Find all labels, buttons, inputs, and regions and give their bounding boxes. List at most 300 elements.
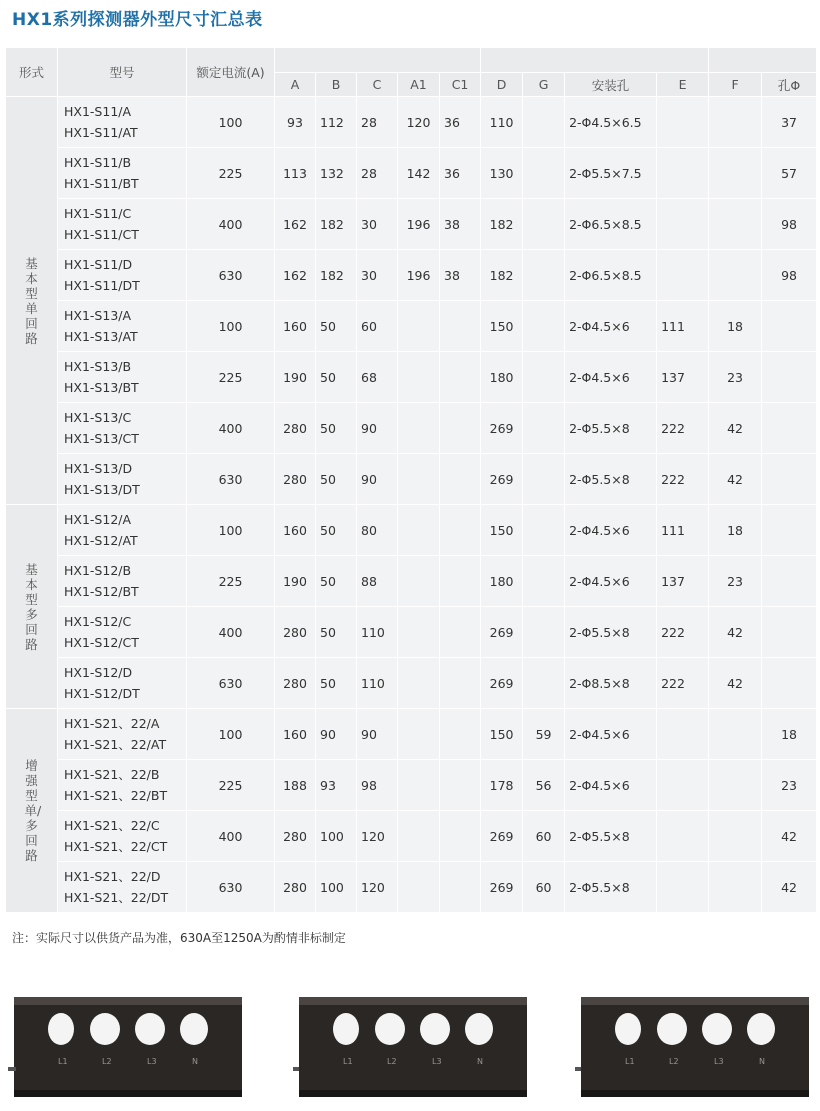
- cell-c: 80: [357, 505, 398, 556]
- cell-current: 225: [187, 352, 275, 403]
- table-row: [6, 301, 817, 352]
- header-G: G: [523, 73, 565, 97]
- cell-f: [709, 811, 762, 862]
- photo-label: L1: [343, 1057, 353, 1066]
- cell-c: 90: [357, 454, 398, 505]
- cell-c: 28: [357, 148, 398, 199]
- cell-e: 137: [657, 556, 709, 607]
- cell-hole: [762, 403, 817, 454]
- cell-mount: 2-Φ4.5×6: [565, 505, 657, 556]
- cell-a: 113: [275, 148, 316, 199]
- product-photo-2: [293, 995, 528, 1103]
- header-hole: 孔Φ: [762, 73, 817, 97]
- cell-d: 110: [481, 97, 523, 148]
- cell-d: 180: [481, 556, 523, 607]
- cell-a1: [398, 658, 440, 709]
- cell-b: 100: [316, 811, 357, 862]
- cell-g: 60: [523, 811, 565, 862]
- cell-mount: 2-Φ6.5×8.5: [565, 250, 657, 301]
- table-row: [6, 658, 817, 709]
- cell-g: [523, 403, 565, 454]
- cell-e: 222: [657, 658, 709, 709]
- cell-f: [709, 862, 762, 913]
- cell-a: 280: [275, 862, 316, 913]
- cell-c1: 36: [440, 97, 481, 148]
- cell-current: 100: [187, 301, 275, 352]
- model-name: HX1-S12/C: [64, 614, 132, 629]
- cell-b: 182: [316, 250, 357, 301]
- cell-hole: 18: [762, 709, 817, 760]
- table-row: [6, 811, 817, 862]
- cell-b: 132: [316, 148, 357, 199]
- cell-e: [657, 250, 709, 301]
- model-name: HX1-S13/CT: [64, 431, 139, 446]
- model-cell: [58, 709, 187, 760]
- header-A: A: [275, 73, 316, 97]
- table-row: [6, 862, 817, 913]
- cell-c: 90: [357, 403, 398, 454]
- cell-c: 28: [357, 97, 398, 148]
- cell-g: [523, 352, 565, 403]
- photo-label: L3: [714, 1057, 724, 1066]
- form-group-label: [6, 97, 58, 505]
- cell-g: [523, 199, 565, 250]
- cell-a: 93: [275, 97, 316, 148]
- header-form: 形式: [6, 48, 58, 97]
- cell-c1: [440, 607, 481, 658]
- cell-a1: 142: [398, 148, 440, 199]
- cell-a1: [398, 352, 440, 403]
- header-C1: C1: [440, 73, 481, 97]
- cell-d: 182: [481, 199, 523, 250]
- cell-f: 23: [709, 352, 762, 403]
- header-A1: A1: [398, 73, 440, 97]
- cell-g: [523, 505, 565, 556]
- cell-a1: [398, 607, 440, 658]
- cell-g: [523, 658, 565, 709]
- cell-mount: 2-Φ4.5×6: [565, 760, 657, 811]
- cell-a1: [398, 556, 440, 607]
- cell-f: 42: [709, 403, 762, 454]
- header-blank-a: [275, 48, 481, 73]
- cell-hole: [762, 352, 817, 403]
- photo-label: N: [477, 1057, 483, 1066]
- model-name: HX1-S21、22/A: [64, 716, 160, 731]
- cell-mount: 2-Φ8.5×8: [565, 658, 657, 709]
- cell-a1: [398, 505, 440, 556]
- table-row: [6, 556, 817, 607]
- photo-label: L2: [102, 1057, 112, 1066]
- model-name: HX1-S12/A: [64, 512, 132, 527]
- model-name: HX1-S11/D: [64, 257, 133, 272]
- cell-hole: [762, 607, 817, 658]
- cell-hole: 42: [762, 862, 817, 913]
- cell-d: 269: [481, 811, 523, 862]
- model-cell: [58, 607, 187, 658]
- dimension-table: [5, 47, 817, 913]
- cell-b: 182: [316, 199, 357, 250]
- cell-e: 111: [657, 505, 709, 556]
- model-name: HX1-S11/AT: [64, 125, 138, 140]
- photo-label: L2: [669, 1057, 679, 1066]
- cell-c1: [440, 709, 481, 760]
- form-group-text: 基本型单回路: [25, 255, 38, 346]
- cell-a: 280: [275, 403, 316, 454]
- cell-current: 400: [187, 607, 275, 658]
- cell-mount: 2-Φ5.5×8: [565, 454, 657, 505]
- product-photo-1: [8, 995, 243, 1103]
- cell-e: [657, 862, 709, 913]
- model-cell: [58, 403, 187, 454]
- photo-label: L3: [432, 1057, 442, 1066]
- cell-a1: [398, 862, 440, 913]
- cell-e: [657, 760, 709, 811]
- model-name: HX1-S11/A: [64, 104, 132, 119]
- table-row: [6, 454, 817, 505]
- photo-label: L3: [147, 1057, 157, 1066]
- cell-c1: [440, 454, 481, 505]
- header-B: B: [316, 73, 357, 97]
- model-name: HX1-S12/B: [64, 563, 132, 578]
- cell-d: 269: [481, 454, 523, 505]
- model-name: HX1-S11/CT: [64, 227, 139, 242]
- model-name: HX1-S13/A: [64, 308, 132, 323]
- cell-f: [709, 250, 762, 301]
- cell-mount: 2-Φ5.5×8: [565, 403, 657, 454]
- cell-c: 98: [357, 760, 398, 811]
- model-cell: [58, 301, 187, 352]
- cell-mount: 2-Φ4.5×6: [565, 301, 657, 352]
- cell-g: [523, 454, 565, 505]
- model-name: HX1-S21、22/C: [64, 818, 160, 833]
- cell-current: 100: [187, 709, 275, 760]
- cell-a: 160: [275, 709, 316, 760]
- model-cell: [58, 454, 187, 505]
- header-F: F: [709, 73, 762, 97]
- cell-current: 400: [187, 811, 275, 862]
- cell-b: 50: [316, 658, 357, 709]
- model-cell: [58, 811, 187, 862]
- table-row: [6, 148, 817, 199]
- cell-b: 90: [316, 709, 357, 760]
- header-current: 额定电流(A): [187, 48, 275, 97]
- cell-e: [657, 709, 709, 760]
- cell-g: [523, 250, 565, 301]
- cell-a: 280: [275, 607, 316, 658]
- cell-b: 100: [316, 862, 357, 913]
- photo-label: L2: [387, 1057, 397, 1066]
- cell-c1: [440, 505, 481, 556]
- cell-f: [709, 760, 762, 811]
- photo-label: N: [192, 1057, 198, 1066]
- table-row: [6, 199, 817, 250]
- cell-g: 60: [523, 862, 565, 913]
- cell-current: 630: [187, 658, 275, 709]
- model-name: HX1-S21、22/BT: [64, 788, 168, 803]
- cell-current: 400: [187, 199, 275, 250]
- cell-current: 400: [187, 403, 275, 454]
- cell-hole: [762, 505, 817, 556]
- cell-e: 137: [657, 352, 709, 403]
- cell-b: 50: [316, 454, 357, 505]
- cell-hole: 42: [762, 811, 817, 862]
- header-C: C: [357, 73, 398, 97]
- cell-current: 100: [187, 97, 275, 148]
- cell-c1: [440, 556, 481, 607]
- model-name: HX1-S12/BT: [64, 584, 139, 599]
- cell-a: 160: [275, 301, 316, 352]
- footnote: 注：实际尺寸以供货产品为准，630A至1250A为酌情非标制定: [12, 931, 346, 945]
- cell-d: 269: [481, 862, 523, 913]
- cell-g: 59: [523, 709, 565, 760]
- cell-c1: [440, 658, 481, 709]
- cell-f: 42: [709, 658, 762, 709]
- cell-g: [523, 607, 565, 658]
- cell-c: 120: [357, 862, 398, 913]
- model-name: HX1-S21、22/DT: [64, 890, 169, 905]
- model-name: HX1-S11/C: [64, 206, 132, 221]
- cell-c: 60: [357, 301, 398, 352]
- cell-g: [523, 556, 565, 607]
- cell-a1: 196: [398, 199, 440, 250]
- cell-hole: [762, 658, 817, 709]
- table-row: [6, 250, 817, 301]
- cell-e: [657, 199, 709, 250]
- cell-current: 225: [187, 556, 275, 607]
- cell-a: 162: [275, 250, 316, 301]
- cell-f: [709, 199, 762, 250]
- cell-current: 630: [187, 250, 275, 301]
- header-model: 型号: [58, 48, 187, 97]
- cell-hole: [762, 301, 817, 352]
- cell-current: 100: [187, 505, 275, 556]
- cell-hole: [762, 556, 817, 607]
- model-name: HX1-S21、22/AT: [64, 737, 167, 752]
- cell-c: 90: [357, 709, 398, 760]
- cell-a: 280: [275, 454, 316, 505]
- cell-f: [709, 97, 762, 148]
- cell-b: 50: [316, 556, 357, 607]
- detector-image: [293, 995, 528, 1103]
- cell-e: [657, 97, 709, 148]
- model-name: HX1-S13/DT: [64, 482, 140, 497]
- table-row: [6, 403, 817, 454]
- cell-c1: [440, 811, 481, 862]
- cell-a: 162: [275, 199, 316, 250]
- header-mount: 安装孔: [565, 73, 657, 97]
- model-name: HX1-S11/DT: [64, 278, 140, 293]
- model-name: HX1-S11/B: [64, 155, 132, 170]
- model-cell: [58, 862, 187, 913]
- cell-a: 190: [275, 352, 316, 403]
- cell-c: 30: [357, 199, 398, 250]
- cell-mount: 2-Φ5.5×8: [565, 607, 657, 658]
- cell-e: [657, 811, 709, 862]
- cell-d: 182: [481, 250, 523, 301]
- cell-c: 30: [357, 250, 398, 301]
- model-name: HX1-S12/D: [64, 665, 133, 680]
- model-name: HX1-S13/BT: [64, 380, 139, 395]
- cell-d: 130: [481, 148, 523, 199]
- cell-g: [523, 97, 565, 148]
- cell-f: 18: [709, 301, 762, 352]
- cell-b: 50: [316, 352, 357, 403]
- model-name: HX1-S21、22/B: [64, 767, 160, 782]
- cell-a: 188: [275, 760, 316, 811]
- cell-e: 222: [657, 454, 709, 505]
- cell-hole: 98: [762, 250, 817, 301]
- cell-hole: 37: [762, 97, 817, 148]
- cell-d: 150: [481, 505, 523, 556]
- cell-mount: 2-Φ4.5×6.5: [565, 97, 657, 148]
- model-cell: [58, 556, 187, 607]
- cell-current: 630: [187, 862, 275, 913]
- cell-a1: 196: [398, 250, 440, 301]
- cell-a: 160: [275, 505, 316, 556]
- cell-a1: 120: [398, 97, 440, 148]
- table-row: [6, 607, 817, 658]
- cell-e: 222: [657, 607, 709, 658]
- model-cell: [58, 97, 187, 148]
- model-cell: [58, 505, 187, 556]
- cell-d: 150: [481, 301, 523, 352]
- model-name: HX1-S12/DT: [64, 686, 140, 701]
- cell-current: 225: [187, 148, 275, 199]
- table-row: [6, 352, 817, 403]
- model-cell: [58, 760, 187, 811]
- photo-label: L1: [625, 1057, 635, 1066]
- form-group-text: 基本型多回路: [25, 561, 38, 652]
- form-group-text: 增强型单/多回路: [24, 758, 42, 863]
- cell-e: 222: [657, 403, 709, 454]
- cell-d: 150: [481, 709, 523, 760]
- model-cell: [58, 199, 187, 250]
- cell-c1: [440, 760, 481, 811]
- cell-hole: 23: [762, 760, 817, 811]
- model-name: HX1-S21、22/D: [64, 869, 161, 884]
- table-row: [6, 505, 817, 556]
- cell-mount: 2-Φ4.5×6: [565, 352, 657, 403]
- cell-d: 180: [481, 352, 523, 403]
- cell-d: 269: [481, 403, 523, 454]
- cell-b: 50: [316, 403, 357, 454]
- cell-hole: [762, 454, 817, 505]
- cell-c1: [440, 862, 481, 913]
- cell-a: 190: [275, 556, 316, 607]
- cell-g: 56: [523, 760, 565, 811]
- model-name: HX1-S13/AT: [64, 329, 138, 344]
- cell-d: 269: [481, 607, 523, 658]
- cell-f: [709, 148, 762, 199]
- form-group-label: [6, 709, 58, 913]
- model-cell: [58, 658, 187, 709]
- cell-mount: 2-Φ4.5×6: [565, 556, 657, 607]
- cell-mount: 2-Φ5.5×8: [565, 862, 657, 913]
- cell-a1: [398, 709, 440, 760]
- detector-image: [8, 995, 243, 1103]
- cell-hole: 57: [762, 148, 817, 199]
- header-E: E: [657, 73, 709, 97]
- model-name: HX1-S12/AT: [64, 533, 138, 548]
- cell-mount: 2-Φ5.5×7.5: [565, 148, 657, 199]
- cell-f: 42: [709, 607, 762, 658]
- form-group-label: [6, 505, 58, 709]
- cell-b: 50: [316, 301, 357, 352]
- cell-c: 68: [357, 352, 398, 403]
- cell-c1: 38: [440, 250, 481, 301]
- cell-f: 18: [709, 505, 762, 556]
- cell-mount: 2-Φ6.5×8.5: [565, 199, 657, 250]
- cell-current: 630: [187, 454, 275, 505]
- cell-g: [523, 301, 565, 352]
- table-body: [6, 97, 817, 913]
- cell-b: 112: [316, 97, 357, 148]
- cell-mount: 2-Φ5.5×8: [565, 811, 657, 862]
- cell-c1: 38: [440, 199, 481, 250]
- detector-image: [575, 995, 810, 1103]
- cell-g: [523, 148, 565, 199]
- cell-b: 50: [316, 607, 357, 658]
- cell-b: 93: [316, 760, 357, 811]
- cell-a: 280: [275, 811, 316, 862]
- cell-c1: [440, 403, 481, 454]
- cell-c: 120: [357, 811, 398, 862]
- cell-a1: [398, 454, 440, 505]
- cell-f: 42: [709, 454, 762, 505]
- cell-current: 225: [187, 760, 275, 811]
- product-photo-3: [575, 995, 810, 1103]
- cell-a1: [398, 403, 440, 454]
- table-row: [6, 97, 817, 148]
- table-row: [6, 760, 817, 811]
- cell-a1: [398, 301, 440, 352]
- model-name: HX1-S13/B: [64, 359, 132, 374]
- cell-e: 111: [657, 301, 709, 352]
- model-name: HX1-S21、22/CT: [64, 839, 168, 854]
- model-name: HX1-S13/C: [64, 410, 132, 425]
- header-blank-b: [481, 48, 709, 73]
- model-cell: [58, 352, 187, 403]
- cell-d: 178: [481, 760, 523, 811]
- cell-mount: 2-Φ4.5×6: [565, 709, 657, 760]
- model-cell: [58, 148, 187, 199]
- table-row: [6, 709, 817, 760]
- cell-a1: [398, 760, 440, 811]
- cell-f: [709, 709, 762, 760]
- page-title: HX1系列探测器外型尺寸汇总表: [12, 10, 263, 30]
- cell-c: 110: [357, 658, 398, 709]
- model-cell: [58, 250, 187, 301]
- cell-c1: [440, 352, 481, 403]
- cell-f: 23: [709, 556, 762, 607]
- cell-e: [657, 148, 709, 199]
- cell-a1: [398, 811, 440, 862]
- cell-c1: 36: [440, 148, 481, 199]
- cell-d: 269: [481, 658, 523, 709]
- header-blank-c: [709, 48, 817, 73]
- header-D: D: [481, 73, 523, 97]
- cell-c: 88: [357, 556, 398, 607]
- cell-hole: 98: [762, 199, 817, 250]
- photo-label: L1: [58, 1057, 68, 1066]
- photo-label: N: [759, 1057, 765, 1066]
- cell-c1: [440, 301, 481, 352]
- model-name: HX1-S13/D: [64, 461, 133, 476]
- model-name: HX1-S11/BT: [64, 176, 139, 191]
- cell-b: 50: [316, 505, 357, 556]
- cell-c: 110: [357, 607, 398, 658]
- model-name: HX1-S12/CT: [64, 635, 139, 650]
